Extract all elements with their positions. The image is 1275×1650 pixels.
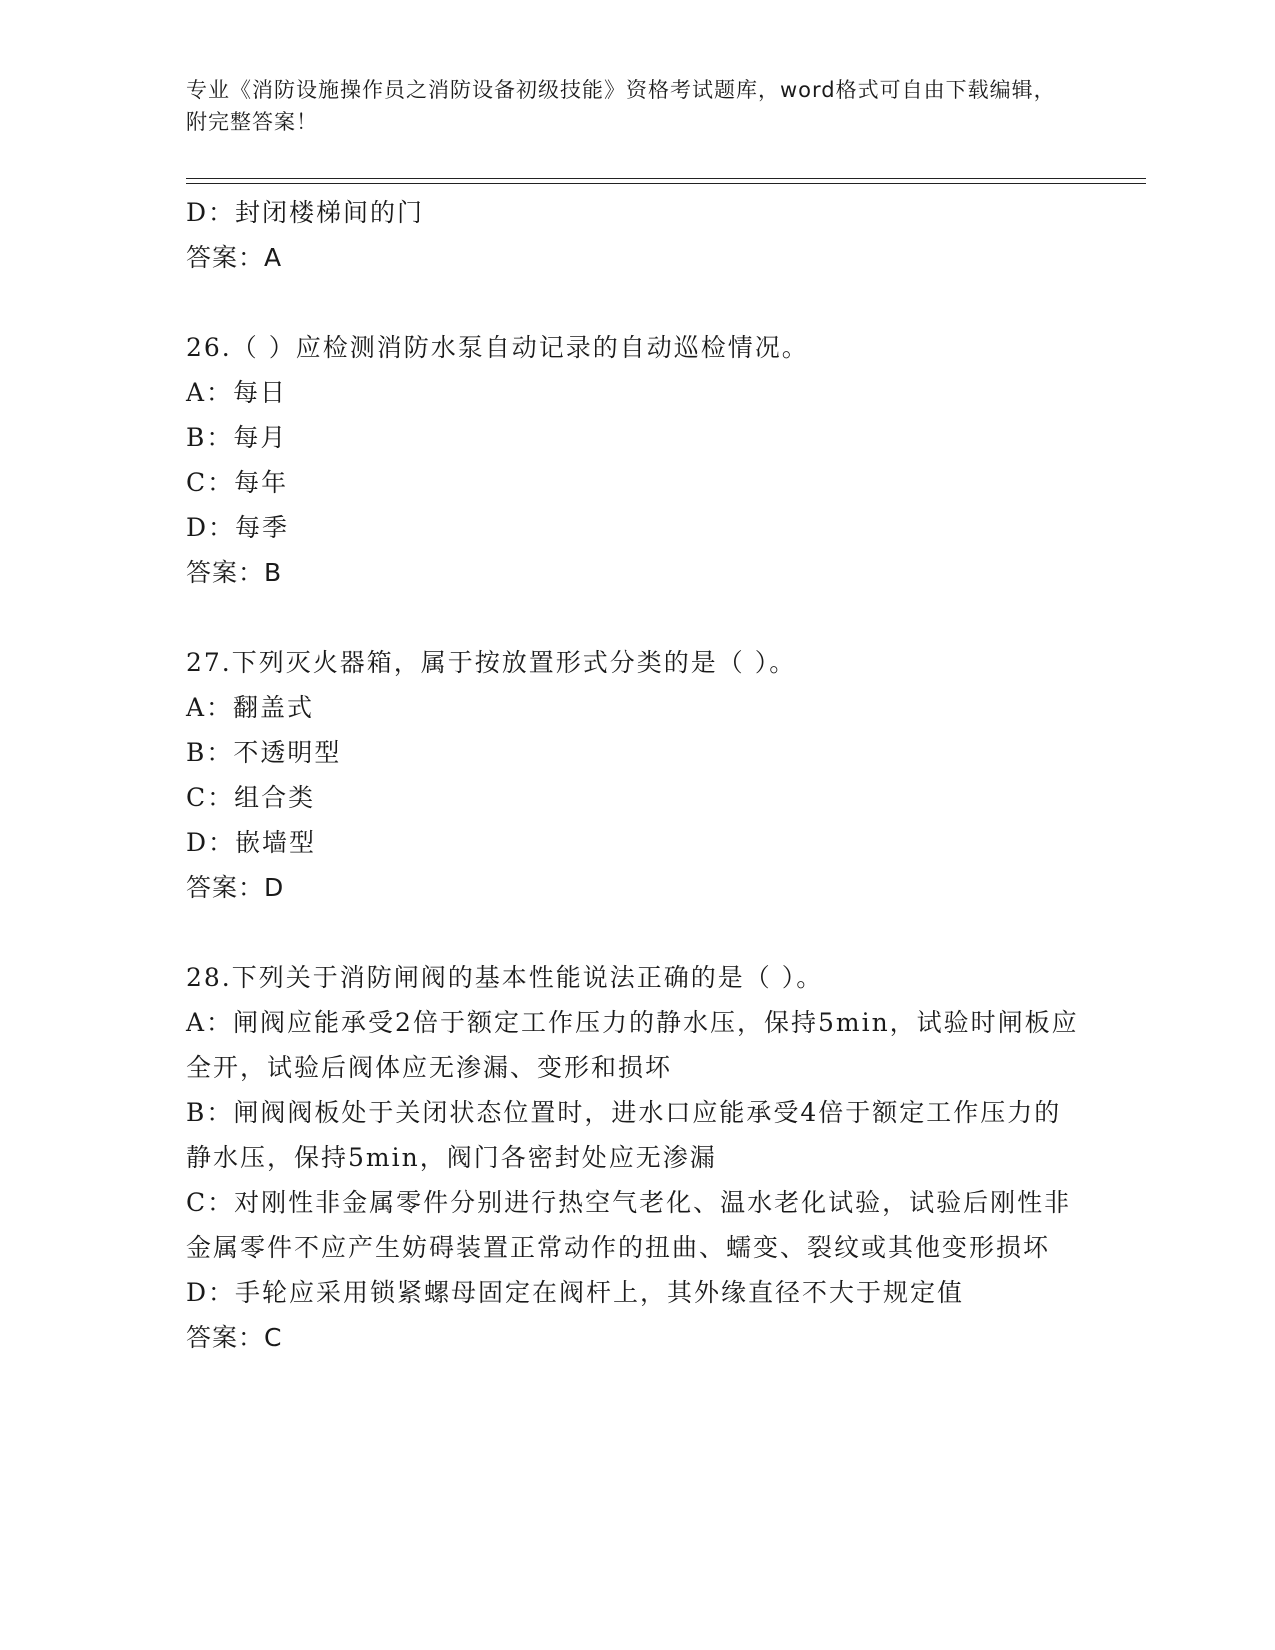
question-28-option-c: C：对刚性非金属零件分别进行热空气老化、温水老化试验，试验后刚性非金属零件不应产生妨碍装置正常动作的扭曲、蠕变、裂纹或其他变形损坏 bbox=[186, 1188, 1072, 1262]
question-28-answer: 答案：C bbox=[186, 1323, 283, 1352]
question-28-option-a: A：闸阀应能承受2倍于额定工作压力的静水压，保持5min，试验时闸板应全开，试验后阀体应无渗漏、变形和损坏 bbox=[186, 1008, 1079, 1082]
header-divider-top bbox=[186, 178, 1146, 179]
question-28-title: 28.下列关于消防闸阀的基本性能说法正确的是（ ）。 bbox=[186, 963, 824, 992]
question-26-option-a: A：每日 bbox=[186, 378, 288, 407]
question-27-option-d: D：嵌墙型 bbox=[186, 828, 317, 857]
question-26-answer: 答案：B bbox=[186, 558, 283, 587]
question-28-option-d: D：手轮应采用锁紧螺母固定在阀杆上，其外缘直径不大于规定值 bbox=[186, 1278, 965, 1307]
question-26-option-b: B：每月 bbox=[186, 423, 288, 452]
question-27-option-a: A：翻盖式 bbox=[186, 693, 315, 722]
question-26-title: 26.（ ）应检测消防水泵自动记录的自动巡检情况。 bbox=[186, 333, 809, 362]
option-d: D：封闭楼梯间的门 bbox=[186, 198, 425, 227]
question-list bbox=[186, 190, 1086, 1360]
question-27-answer: 答案：D bbox=[186, 873, 285, 902]
question-27-option-c: C：组合类 bbox=[186, 783, 316, 812]
question-26-option-d: D：每季 bbox=[186, 513, 290, 542]
document-header: 专业《消防设施操作员之消防设备初级技能》资格考试题库，word格式可自由下载编辑，附完整答案！ bbox=[186, 78, 1056, 134]
question-27-option-b: B：不透明型 bbox=[186, 738, 342, 767]
question-28-option-b: B：闸阀阀板处于关闭状态位置时，进水口应能承受4倍于额定工作压力的静水压，保持5min，阀门各密封处应无渗漏 bbox=[186, 1098, 1062, 1172]
question-27-title: 27.下列灭火器箱，属于按放置形式分类的是（ ）。 bbox=[186, 648, 797, 677]
question-26-option-c: C：每年 bbox=[186, 468, 289, 497]
header-divider-bottom bbox=[186, 183, 1146, 184]
answer-line: 答案：A bbox=[186, 243, 283, 272]
